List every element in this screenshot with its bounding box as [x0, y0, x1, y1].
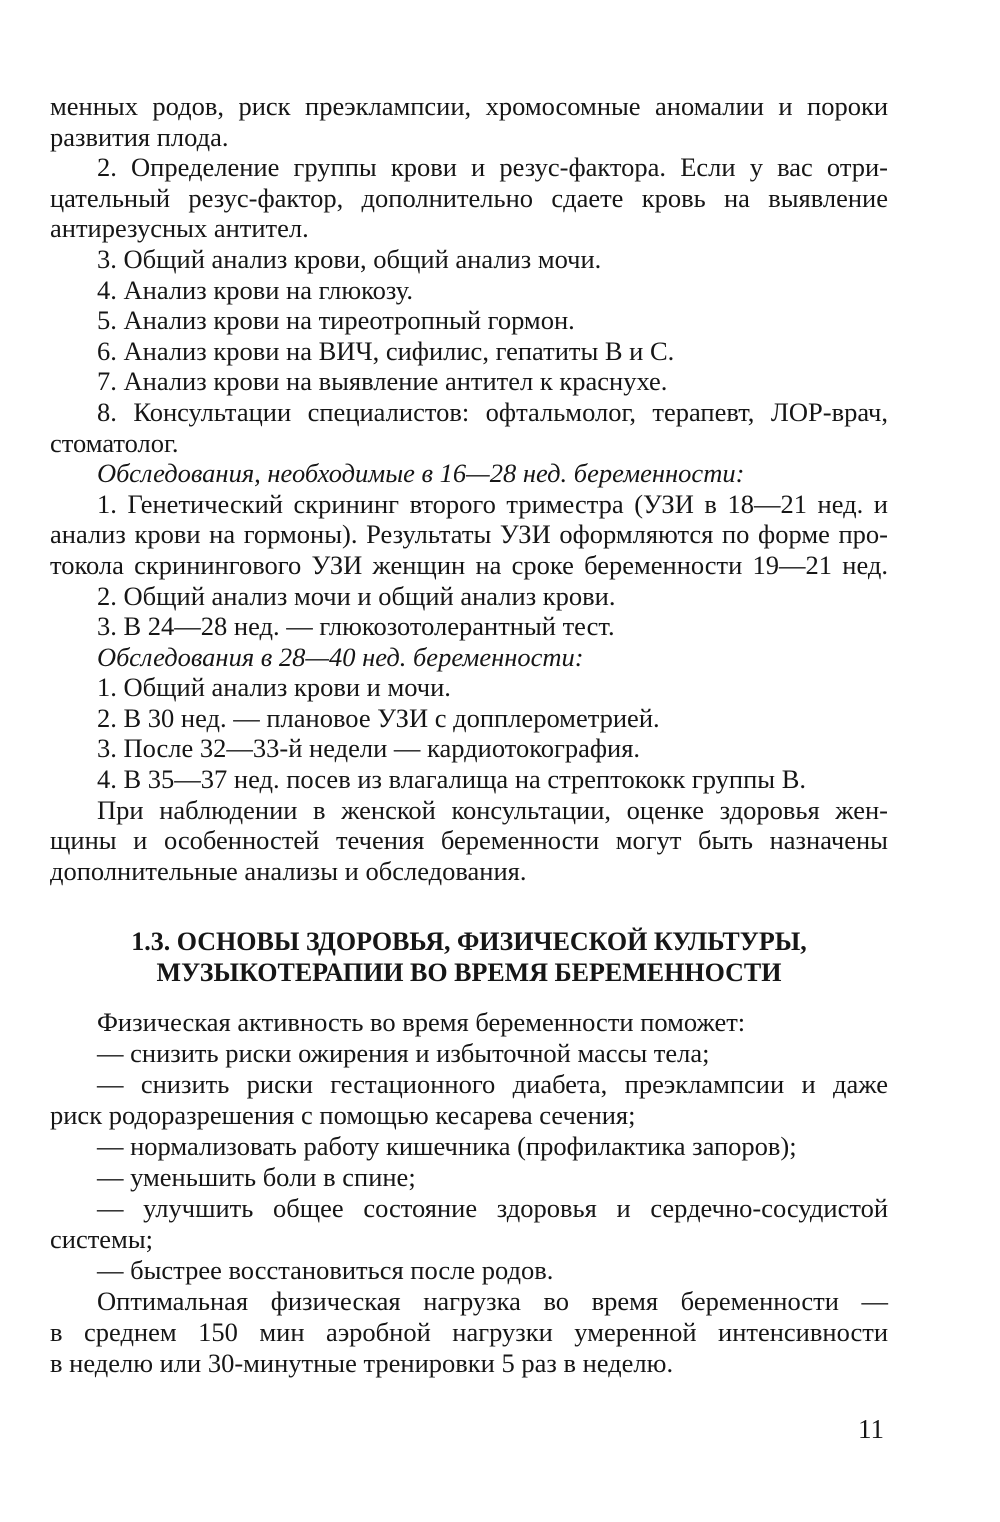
subheading-28-40: Обследования в 28—40 нед. беременности:: [97, 641, 584, 672]
list-item: — снизить риски ожирения и избыточной массы тела;: [97, 1038, 710, 1069]
text-line: системы;: [50, 1224, 153, 1255]
physical-activity-section: [50, 1007, 888, 1379]
list-item: — уменьшить боли в спине;: [97, 1162, 416, 1193]
exam-list-section: [50, 91, 888, 886]
text-line: 2. Определение группы крови и резус-фактора. Если у вас отри-: [97, 152, 888, 183]
list-item: 6. Анализ крови на ВИЧ, сифилис, гепатиты В и С.: [97, 335, 675, 366]
text-line: При наблюдении в женской консультации, оценке здоровья жен-: [97, 794, 888, 825]
list-item: 2. В 30 нед. — плановое УЗИ с допплерометрией.: [97, 702, 660, 733]
text-line: риск родоразрешения с помощью кесарева сечения;: [50, 1100, 636, 1131]
list-item: 3. В 24—28 нед. — глюкозотолерантный тест.: [97, 611, 615, 642]
text-line: в среднем 150 мин аэробной нагрузки умеренной интенсивности: [50, 1317, 888, 1348]
list-item: 3. Общий анализ крови, общий анализ мочи.: [97, 243, 602, 274]
text-line: щины и особенностей течения беременности могут быть назначены: [50, 825, 888, 856]
text-line: токола скринингового УЗИ женщин на сроке беременности 19—21 нед.: [50, 549, 888, 580]
text-line: в неделю или 30-минутные тренировки 5 раз в неделю.: [50, 1348, 674, 1379]
list-item: 5. Анализ крови на тиреотропный гормон.: [97, 305, 575, 336]
text-line: развития плода.: [50, 121, 229, 152]
page-number: 11: [858, 1414, 884, 1444]
text-line: цательный резус-фактор, дополнительно сдаете кровь на выявление: [50, 182, 888, 213]
list-item: — снизить риски гестационного диабета, преэклампсии и даже: [97, 1069, 888, 1100]
text-line: анализ крови на гормоны). Результаты УЗИ оформляются по форме про-: [50, 519, 888, 550]
list-item: 1. Генетический скрининг второго триместра (УЗИ в 18—21 нед. и: [97, 488, 888, 519]
subheading-16-28: Обследования, необходимые в 16—28 нед. беременности:: [97, 458, 745, 489]
text-line: менных родов, риск преэклампсии, хромосомные аномалии и пороки: [50, 91, 888, 121]
list-item: 2. Общий анализ мочи и общий анализ крови.: [97, 580, 616, 611]
heading-line: 1.3. ОСНОВЫ ЗДОРОВЬЯ, ФИЗИЧЕСКОЙ КУЛЬТУРЫ,: [131, 927, 807, 957]
heading-line: МУЗЫКОТЕРАПИИ ВО ВРЕМЯ БЕРЕМЕННОСТИ: [156, 958, 782, 988]
list-item: — нормализовать работу кишечника (профилактика запоров);: [97, 1131, 797, 1162]
list-item: 7. Анализ крови на выявление антител к краснухе.: [97, 366, 668, 397]
text-line: Оптимальная физическая нагрузка во время беременности —: [97, 1286, 888, 1317]
list-item: 1. Общий анализ крови и мочи.: [97, 672, 451, 703]
list-item: — быстрее восстановиться после родов.: [97, 1255, 554, 1286]
section-heading: [50, 926, 888, 988]
text-line: Физическая активность во время беременности поможет:: [97, 1007, 746, 1038]
list-item: 4. Анализ крови на глюкозу.: [97, 274, 414, 305]
list-item: 4. В 35—37 нед. посев из влагалища на стрептококк группы В.: [97, 764, 806, 795]
list-item: 8. Консультации специалистов: офтальмолог, терапевт, ЛОР-врач,: [97, 396, 888, 427]
text-line: антирезусных антител.: [50, 213, 309, 244]
page-body: [50, 91, 888, 1379]
text-line: дополнительные анализы и обследования.: [50, 855, 527, 886]
text-line: стоматолог.: [50, 427, 179, 458]
list-item: — улучшить общее состояние здоровья и сердечно-сосудистой: [97, 1193, 888, 1224]
list-item: 3. После 32—33-й недели — кардиотокография.: [97, 733, 641, 764]
